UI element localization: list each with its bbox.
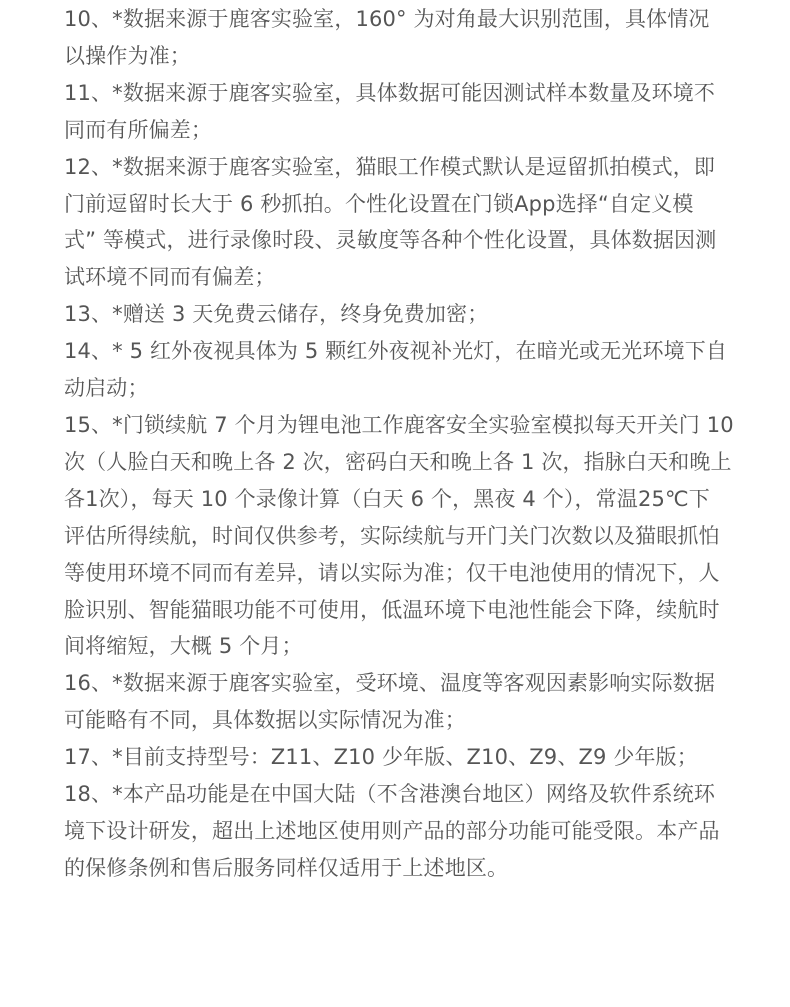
footnotes-list (64, 1, 744, 887)
footnote-line: 评估所得续航，时间仅供参考，实际续航与开门关门次数以及猫眼抓怕 (64, 523, 720, 548)
footnote-line: 间将缩短，大概 5 个月； (64, 634, 303, 659)
footnote-line: 14、* 5 红外夜视具体为 5 颗红外夜视补光灯，在暗光或无光环境下自 (64, 339, 728, 364)
footnote-line: 的保修条例和售后服务同样仅适用于上述地区。 (64, 855, 509, 880)
footnote-18 (64, 776, 744, 887)
footnote-line: 10、*数据来源于鹿客实验室，160° 为对角最大识别范围，具体情况 (64, 7, 710, 31)
footnote-line: 等使用环境不同而有差异，请以实际为准；仅干电池使用的情况下，人 (64, 560, 720, 585)
footnote-line: 试环境不同而有偏差； (64, 265, 276, 290)
footnote-17 (64, 739, 744, 776)
footnote-11 (64, 75, 744, 149)
footnote-15 (64, 407, 744, 665)
footnote-12 (64, 149, 744, 297)
footnote-line: 同而有所偏差； (64, 117, 213, 142)
footnote-line: 以操作为准； (64, 43, 191, 68)
footnote-10 (64, 1, 744, 75)
footnote-line: 式” 等模式，进行录像时段、灵敏度等各种个性化设置，具体数据因测 (64, 228, 717, 253)
footnote-line: 各1次），每天 10 个录像计算（白天 6 个，黑夜 4 个），常温25℃下 (64, 486, 710, 511)
footnote-line: 11、*数据来源于鹿客实验室，具体数据可能因测试样本数量及环境不 (64, 80, 716, 105)
footnote-line: 17、*目前支持型号：Z11、Z10 少年版、Z10、Z9、Z9 少年版； (64, 745, 698, 770)
footnote-line: 可能略有不同，具体数据以实际情况为准； (64, 708, 466, 733)
footnote-line: 脸识别、智能猫眼功能不可使用，低温环境下电池性能会下降，续航时 (64, 597, 720, 622)
footnote-16 (64, 665, 744, 739)
footnote-line: 12、*数据来源于鹿客实验室，猫眼工作模式默认是逗留抓拍模式，即 (64, 154, 716, 179)
footnote-line: 16、*数据来源于鹿客实验室，受环境、温度等客观因素影响实际数据 (64, 671, 716, 696)
footnote-line: 动启动； (64, 376, 149, 401)
footnote-line: 次（人脸白天和晚上各 2 次，密码白天和晚上各 1 次，指脉白天和晚上 (64, 449, 732, 474)
footnote-line: 13、*赠送 3 天免费云储存，终身免费加密； (64, 302, 489, 327)
footnote-line: 15、*门锁续航 7 个月为锂电池工作鹿客安全实验室模拟每天开关门 10 (64, 412, 734, 437)
footnote-line: 18、*本产品功能是在中国大陆（不含港澳台地区）网络及软件系统环 (64, 782, 716, 807)
footnote-13 (64, 296, 744, 333)
footnote-14 (64, 333, 744, 407)
footnote-line: 境下设计研发，超出上述地区使用则产品的部分功能可能受限。本产品 (64, 818, 720, 843)
footnote-line: 门前逗留时长大于 6 秒抓拍。个性化设置在门锁App选择“自定义模 (64, 191, 694, 216)
